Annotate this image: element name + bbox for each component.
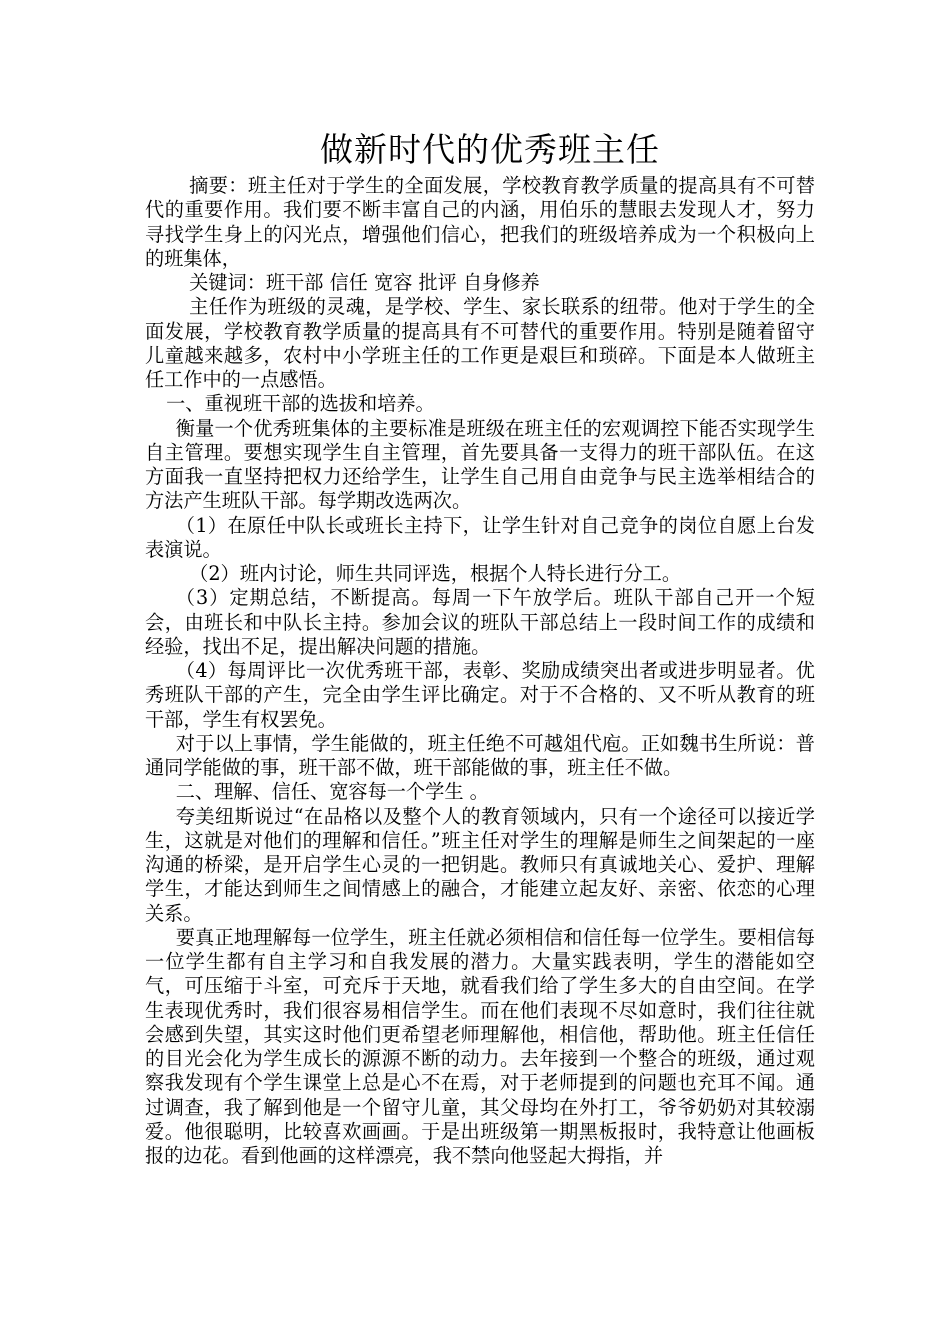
abstract-paragraph: 摘要：班主任对于学生的全面发展，学校教育教学质量的提高具有不可替代的重要作用。我们要不断丰富自己的内涵，用伯乐的慧眼去发现人才，努力寻找学生身上的闪光点，增强他们信心，把我们的班级培养成为一个积极向上的班集体，	[145, 174, 815, 270]
body-paragraph: 要真正地理解每一位学生，班主任就必须相信和信任每一位学生。要相信每一位学生都有自主学习和自我发展的潜力。大量实践表明，学生的潜能如空气，可压缩于斗室，可充斥于天地，就看我们给了学生多大的自由空间。在学生表现优秀时，我们很容易相信学生。而在他们表现不尽如意时，我们往往就会感到失望，其实这时他们更希望老师理解他，相信他，帮助他。班主任信任的目光会化为学生成长的源源不断的动力。去年接到一个整合的班级，通过观察我发现有个学生课堂上总是心不在焉，对于老师提到的问题也充耳不闻。通过调查，我了解到他是一个留守儿童，其父母均在外打工，爷爷奶奶对其较溺爱。他很聪明，比较喜欢画画。于是出班级第一期黑板报时，我特意让他画板报的边花。看到他画的这样漂亮，我不禁向他竖起大拇指，并	[145, 925, 815, 1167]
document-title: 做新时代的优秀班主任	[320, 130, 660, 169]
section-heading-1: 一、重视班干部的选拔和培养。	[166, 392, 435, 416]
body-paragraph: 夸美纽斯说过“在品格以及整个人的教育领域内，只有一个途径可以接近学生，这就是对他们的理解和信任。”班主任对学生的理解是师生之间架起的一座沟通的桥梁，是开启学生心灵的一把钥匙。教师只有真诚地关心、爱护、理解学生，才能达到师生之间情感上的融合，才能建立起友好、亲密、依恋的心理关系。	[145, 804, 815, 925]
list-item-4: （4）每周评比一次优秀班干部，表彰、奖励成绩突出者或进步明显者。优秀班队干部的产生，完全由学生评比确定。对于不合格的、又不听从教育的班干部，学生有权罢免。	[145, 659, 815, 731]
list-item-2: （2）班内讨论，师生共同评选，根据个人特长进行分工。	[189, 562, 682, 585]
list-item-1: （1）在原任中队长或班长主持下，让学生针对自己竞争的岗位自愿上台发表演说。	[145, 513, 815, 561]
document-body	[145, 126, 815, 1168]
body-paragraph: 衡量一个优秀班集体的主要标准是班级在班主任的宏观调控下能否实现学生自主管理。要想实现学生自主管理，首先要具备一支得力的班干部队伍。在这方面我一直坚持把权力还给学生，让学生自己用自由竞争与民主选举相结合的方法产生班队干部。每学期改选两次。	[145, 416, 815, 513]
list-item-3: （3）定期总结，不断提高。每周一下午放学后。班队干部自己开一个短会，由班长和中队长主持。参加会议的班队干部总结上一段时间工作的成绩和经验，找出不足，提出解决问题的措施。	[145, 586, 815, 658]
keywords-paragraph: 关键词：班干部 信任 宽容 批评 自身修养	[189, 271, 540, 294]
body-paragraph: 对于以上事情，学生能做的，班主任绝不可越俎代庖。正如魏书生所说：普通同学能做的事，班干部不做，班干部能做的事，班主任不做。	[145, 731, 815, 779]
section-heading-2: 二、理解、信任、宽容每一个学生 。	[175, 780, 489, 804]
intro-paragraph: 主任作为班级的灵魂，是学校、学生、家长联系的纽带。他对于学生的全面发展，学校教育教学质量的提高具有不可替代的重要作用。特别是随着留守儿童越来越多，农村中小学班主任的工作更是艰巨和琐碎。下面是本人做班主任工作中的一点感悟。	[145, 295, 815, 391]
